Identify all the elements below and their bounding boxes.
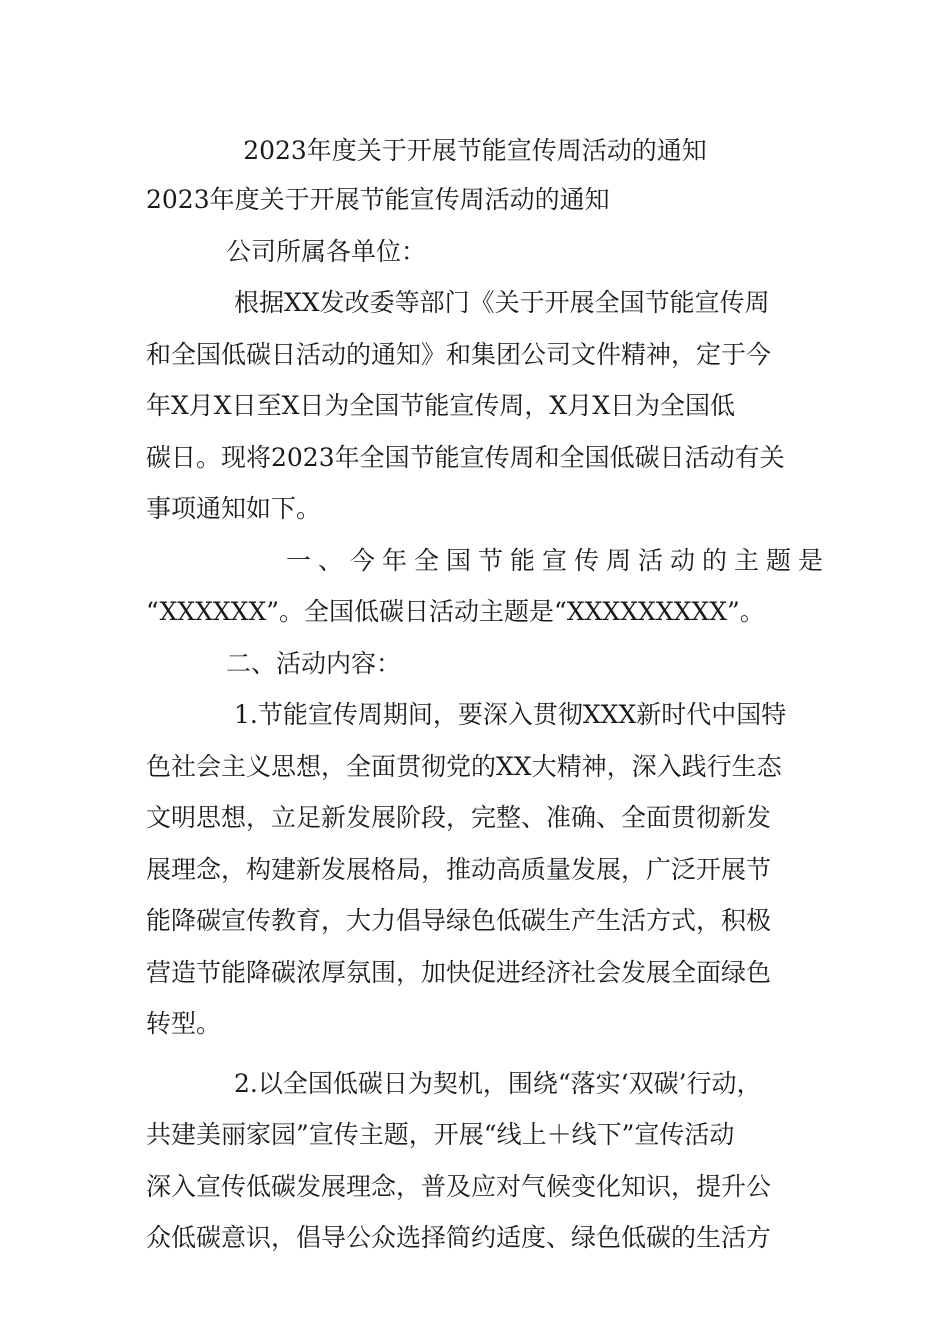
document-body <box>146 174 831 1264</box>
item-2-line: 2.以全国低碳日为契机，围绕“落实‘双碳’行动， <box>234 1068 762 1098</box>
section-1-line: 一、今年全国节能宣传周活动的主题是 <box>286 545 831 575</box>
intro-paragraph <box>146 277 806 535</box>
item-2-line: 共建美丽家园”宣传主题，开展“线上＋线下”宣传活动 <box>146 1120 735 1149</box>
intro-line: 事项通知如下。 <box>146 494 322 523</box>
section-1-paragraph <box>146 535 831 638</box>
item-1-line: 营造节能降碳浓厚氛围，加快促进经济社会发展全面绿色 <box>146 957 772 987</box>
item-1-line: 文明思想，立足新发展阶段，完整、准确、全面贯彻新发 <box>146 803 772 832</box>
paragraph-gap <box>146 1050 806 1058</box>
item-1-paragraph <box>146 689 806 1050</box>
section-2-heading: 二、活动内容： <box>226 648 402 678</box>
item-1-line: 能降碳宣传教育，大力倡导绿色低碳生产生活方式，积极 <box>146 906 772 935</box>
salutation: 公司所属各单位： <box>226 236 427 266</box>
item-2-line: 众低碳意识，倡导公众选择简约适度、绿色低碳的生活方 <box>146 1223 772 1252</box>
item-2-line: 深入宣传低碳发展理念，普及应对气候变化知识，提升公 <box>146 1171 772 1201</box>
item-1-line: 展理念，构建新发展格局，推动高质量发展，广泛开展节 <box>146 854 772 884</box>
item-2-paragraph <box>146 1058 806 1264</box>
item-1-line: 转型。 <box>146 1009 222 1038</box>
intro-line: 和全国低碳日活动的通知》和集团公司文件精神，定于今 <box>146 339 772 369</box>
item-1-line: 1.节能宣传周期间，要深入贯彻XXX新时代中国特 <box>234 700 787 729</box>
section-1-line: “XXXXXX”。全国低碳日活动主题是“XXXXXXXXX”。 <box>146 597 765 626</box>
intro-line: 碳日。现将2023年全国节能宣传周和全国低碳日活动有关 <box>146 442 785 472</box>
item-1-line: 色社会主义思想，全面贯彻党的XX大精神，深入践行生态 <box>146 751 782 781</box>
document-title: 2023年度关于开展节能宣传周活动的通知 <box>243 136 707 165</box>
intro-line: 根据XX发改委等部门《关于开展全国节能宣传周 <box>234 288 770 317</box>
intro-line: 年X月X日至X日为全国节能宣传周，X月X日为全国低 <box>146 391 735 420</box>
document-subtitle: 2023年度关于开展节能宣传周活动的通知 <box>146 185 610 214</box>
